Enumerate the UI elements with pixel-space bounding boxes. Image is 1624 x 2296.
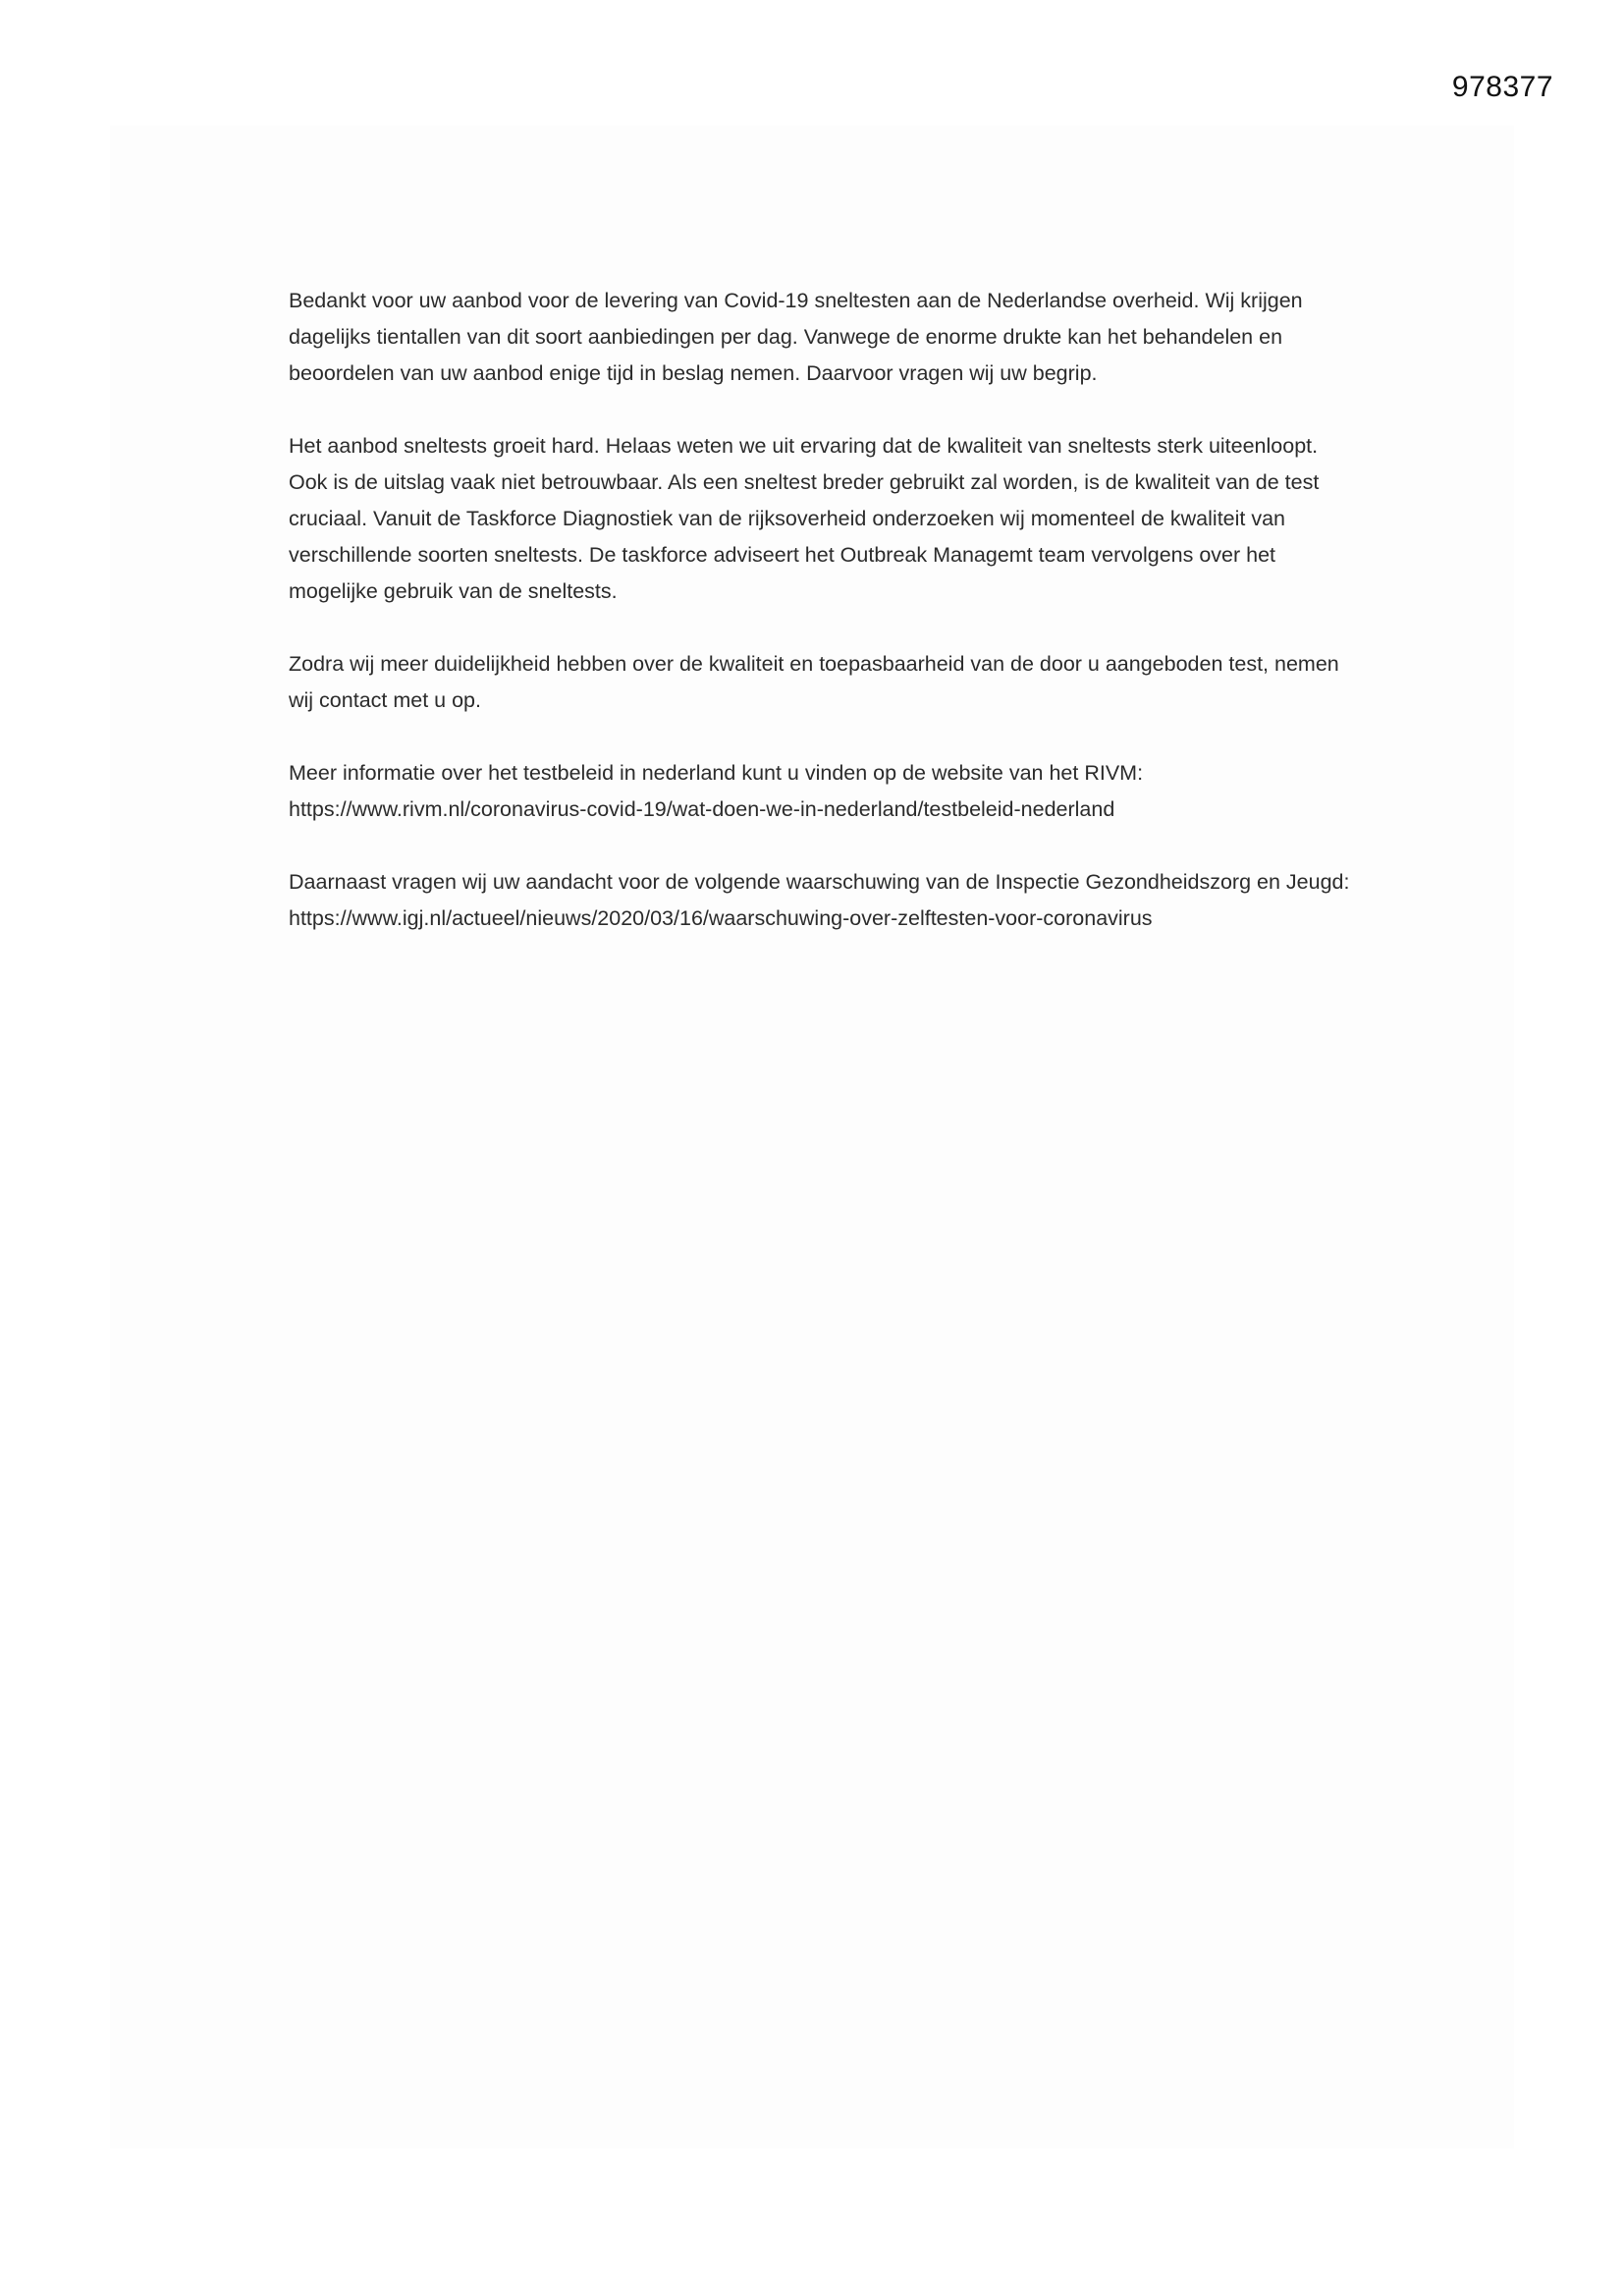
- letter-body: [289, 283, 1359, 973]
- paragraph-rivm-link: Meer informatie over het testbeleid in nederland kunt u vinden op de website van het RIVM: https://www.rivm.nl/coronavirus-covid-19/wat-doen-we-in-nederland/testbeleid-nederland: [289, 761, 1144, 821]
- paragraph-igj-warning-link: Daarnaast vragen wij uw aandacht voor de volgende waarschuwing van de Inspectie Gezondheidszorg en Jeugd: https://www.igj.nl/actueel/nieuws/2020/03/16/waarschuwing-over-zelftesten-voor-coronavirus: [289, 870, 1350, 930]
- paragraph-contact-later: Zodra wij meer duidelijkheid hebben over de kwaliteit en toepasbaarheid van de door u aangeboden test, nemen wij contact met u op.: [289, 652, 1339, 712]
- paragraph-thanks-offer: Bedankt voor uw aanbod voor de levering van Covid-19 sneltesten aan de Nederlandse overheid. Wij krijgen dagelijks tientallen van dit soort aanbiedingen per dag. Vanwege de enorme drukte kan het behandelen en beoordelen van uw aanbod enige tijd in beslag nemen. Daarvoor vragen wij uw begrip.: [289, 289, 1303, 385]
- page-number: 978377: [1451, 71, 1553, 103]
- paragraph-quality-taskforce: Het aanbod sneltests groeit hard. Helaas weten we uit ervaring dat de kwaliteit van sneltests sterk uiteenloopt. Ook is de uitslag vaak niet betrouwbaar. Als een sneltest breder gebruikt zal worden, is de kwaliteit van de test cruciaal. Vanuit de Taskforce Diagnostiek van de rijksoverheid onderzoeken wij momenteel de kwaliteit van verschillende soorten sneltests. De taskforce adviseert het Outbreak Managemt team vervolgens over het mogelijke gebruik van de sneltests.: [289, 434, 1320, 603]
